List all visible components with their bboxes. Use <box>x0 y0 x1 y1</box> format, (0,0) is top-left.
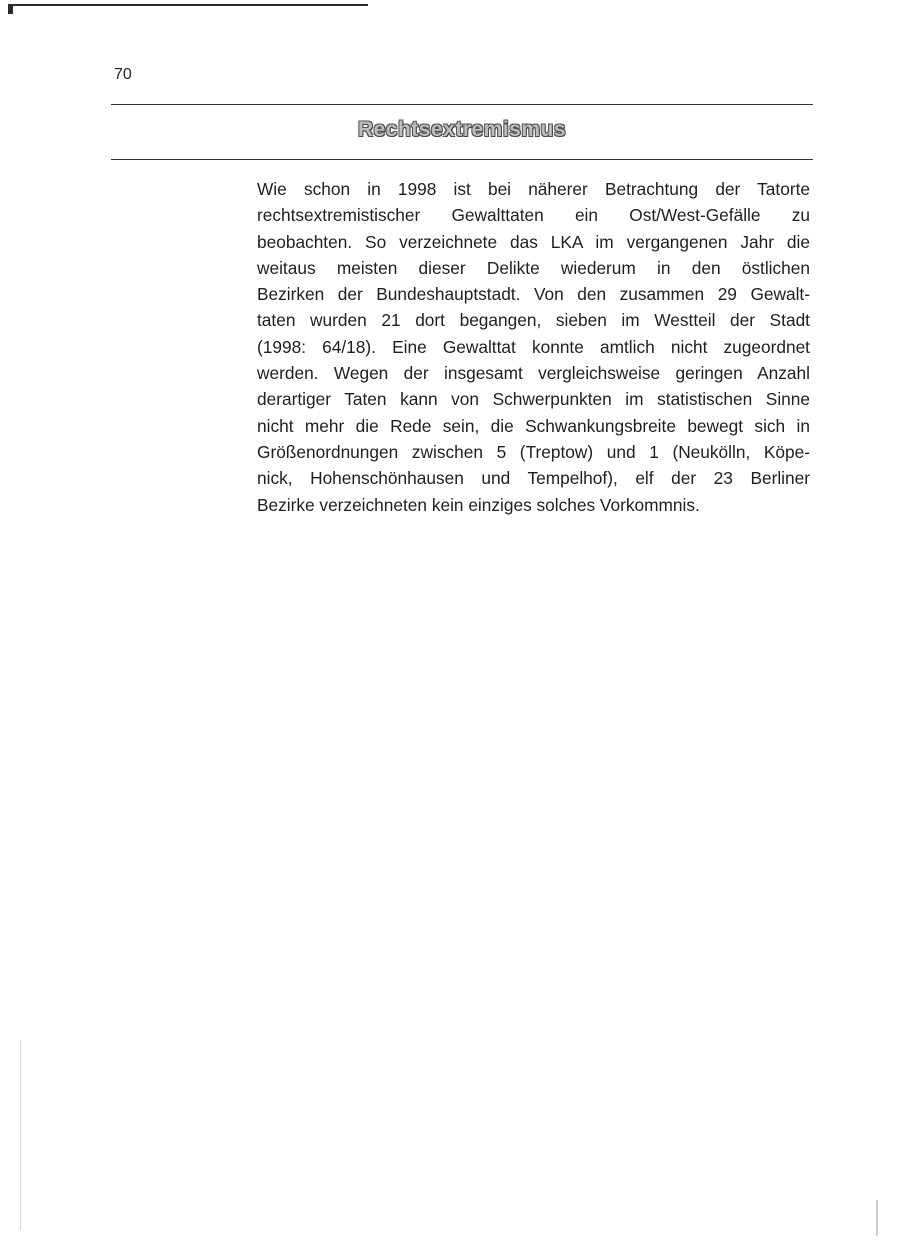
paragraph-line: beobachten. So verzeichnete das LKA im vergangenen Jahr die <box>257 231 810 252</box>
paragraph-line: nicht mehr die Rede sein, die Schwankungsbreite bewegt sich in <box>257 415 810 436</box>
header-rule-top <box>111 104 813 105</box>
scan-edge-right <box>876 1200 878 1236</box>
paragraph-line: weitaus meisten dieser Delikte wiederum in den östlichen <box>257 257 810 278</box>
paragraph-line: Bezirke verzeichneten kein einziges solches Vorkommnis. <box>257 494 700 515</box>
paragraph-line: (1998: 64/18). Eine Gewalttat konnte amtlich nicht zugeordnet <box>257 336 810 357</box>
scan-edge-left <box>20 1040 21 1230</box>
paragraph-line: derartiger Taten kann von Schwerpunkten im statistischen Sinne <box>257 389 810 410</box>
page-number: 70 <box>114 66 132 83</box>
scan-corner-mark <box>8 4 13 14</box>
section-title: Rechtsextremismus <box>357 118 567 141</box>
paragraph-line: taten wurden 21 dort begangen, sieben im Westteil der Stadt <box>257 310 810 331</box>
paragraph-line: Bezirken der Bundeshauptstadt. Von den zusammen 29 Gewalt- <box>257 284 810 305</box>
body-paragraph <box>257 176 810 518</box>
paragraph-line: rechtsextremistischer Gewalttaten ein Ost/West-Gefälle zu <box>257 205 810 226</box>
header-rule-bottom <box>111 159 813 160</box>
paragraph-line: werden. Wegen der insgesamt vergleichsweise geringen Anzahl <box>257 363 810 384</box>
paragraph-line: Wie schon in 1998 ist bei näherer Betrachtung der Tatorte <box>257 179 810 199</box>
paragraph-line: nick, Hohenschönhausen und Tempelhof), elf der 23 Berliner <box>257 468 810 489</box>
scan-edge-mark <box>8 4 368 6</box>
paragraph-line: Größenordnungen zwischen 5 (Treptow) und 1 (Neukölln, Köpe- <box>257 441 810 462</box>
